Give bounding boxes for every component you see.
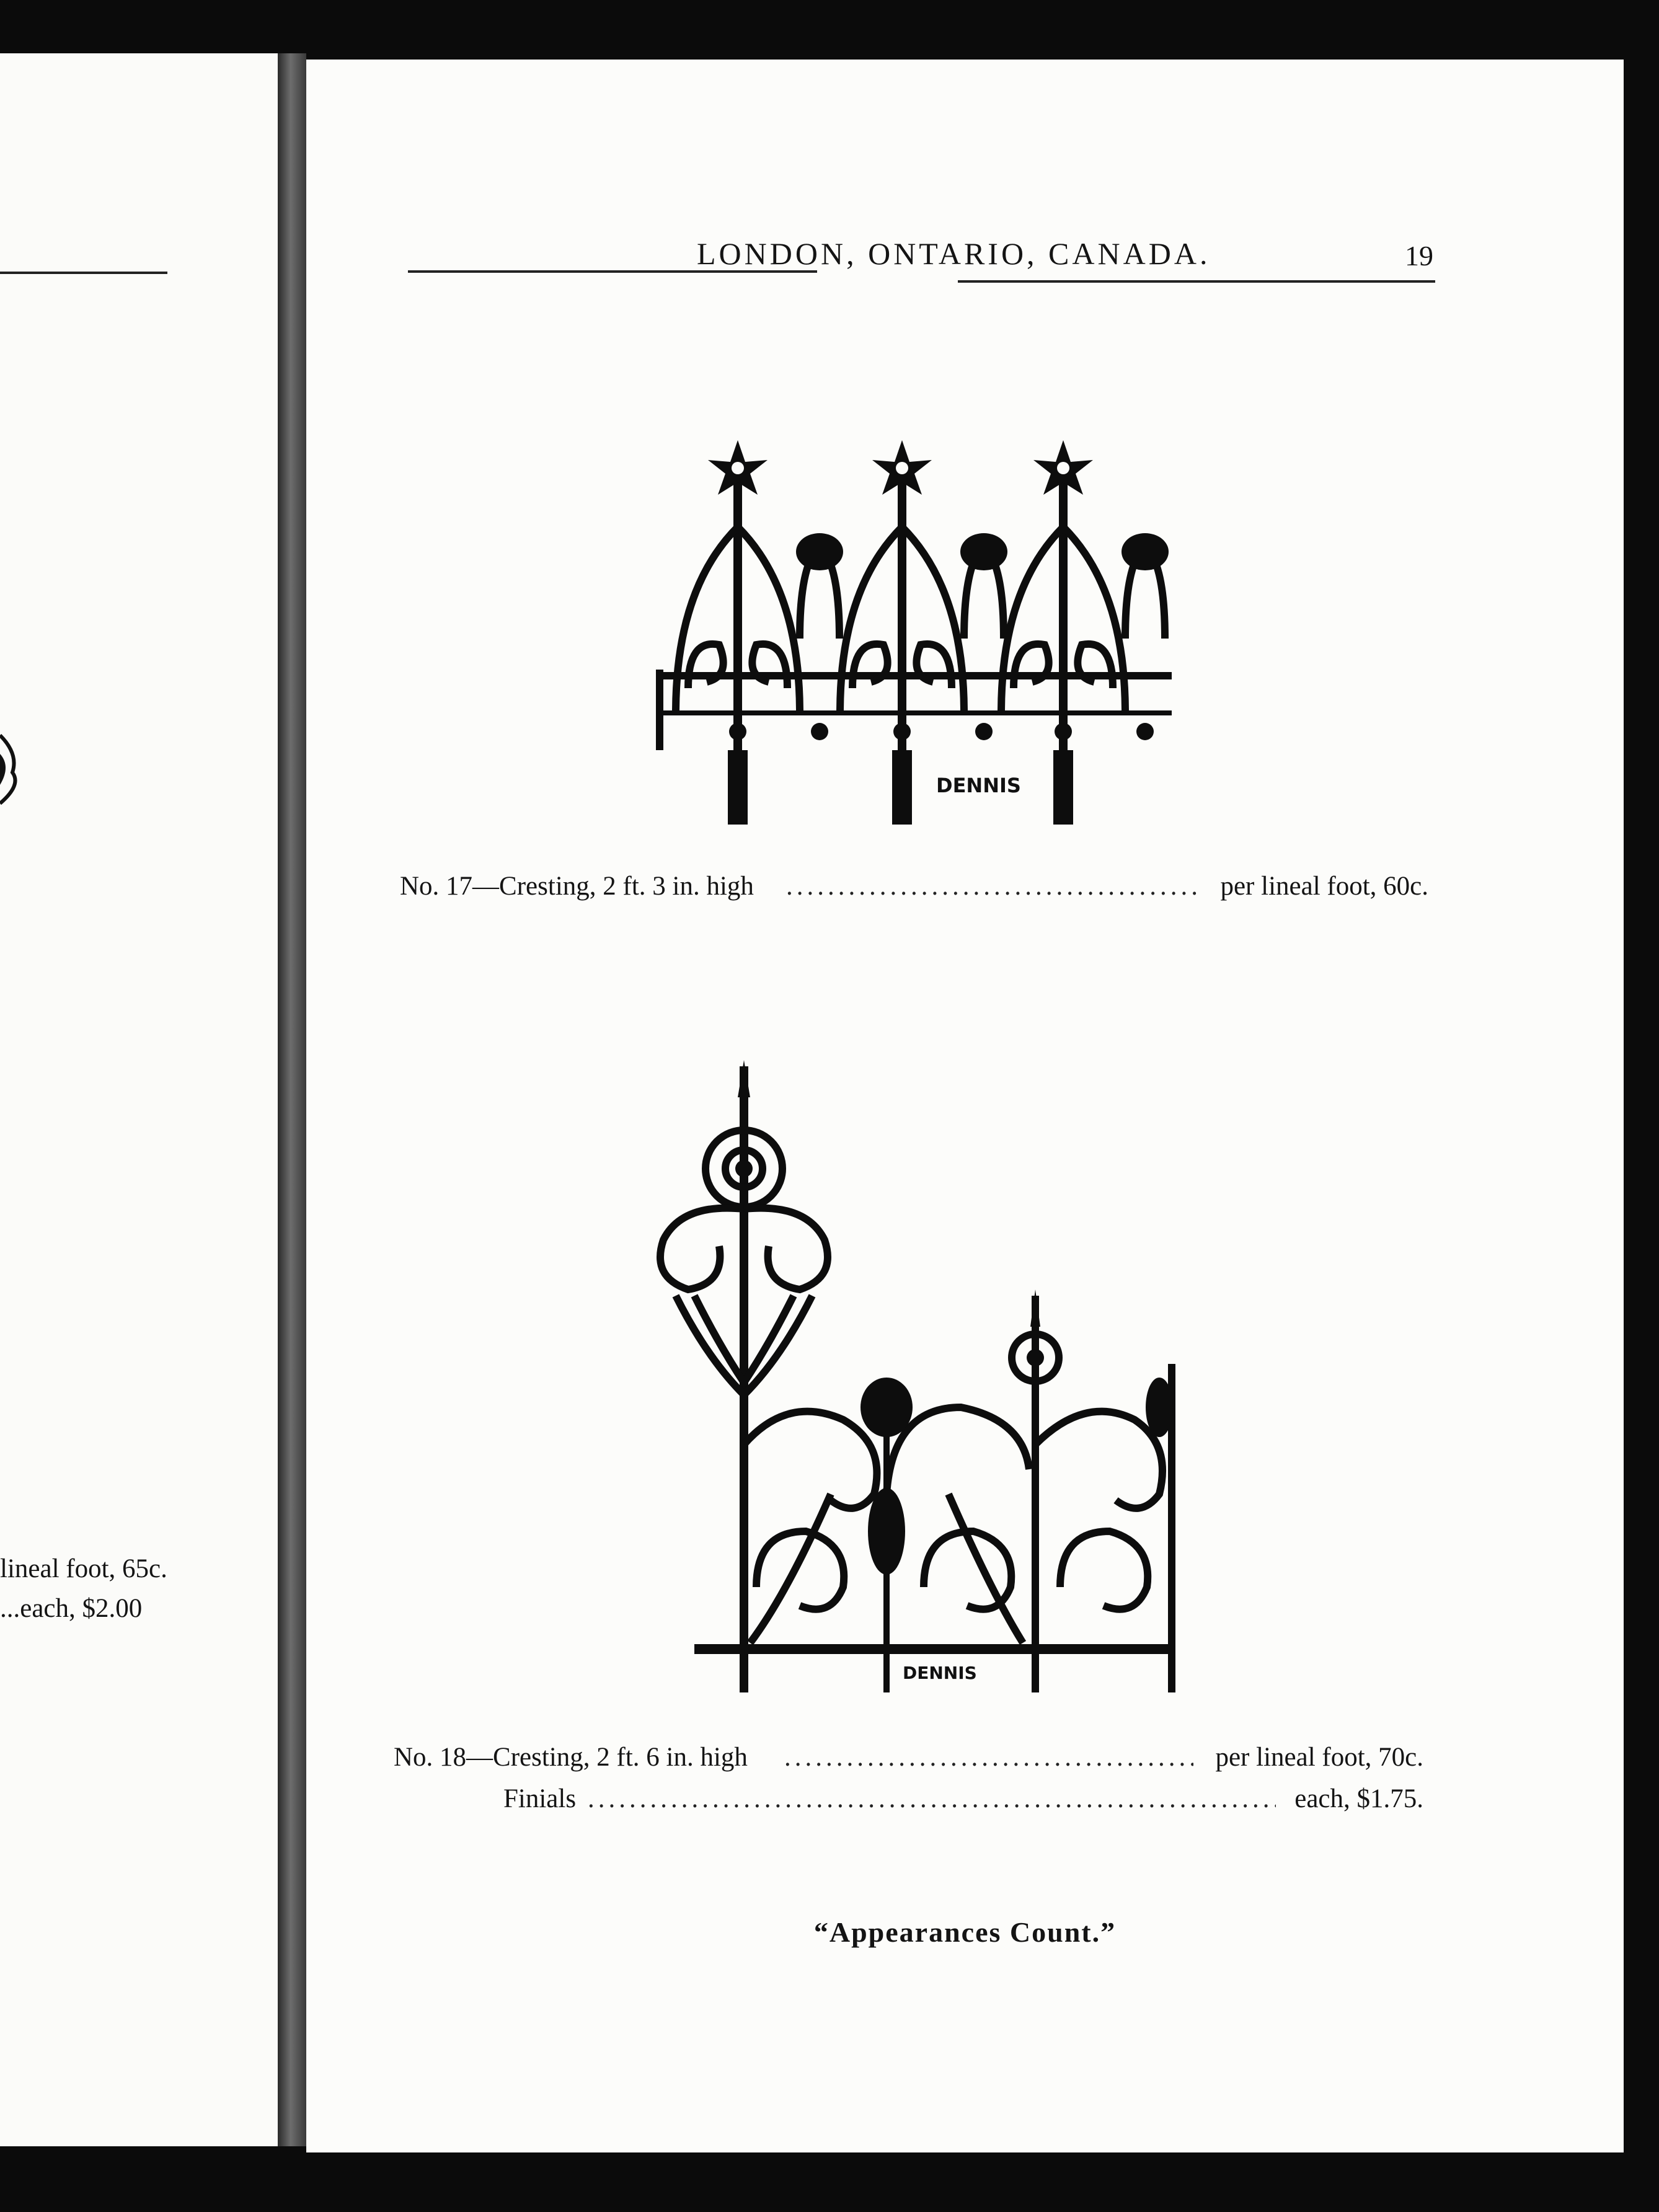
motto-text: “Appearances Count.” — [813, 1916, 1117, 1948]
cresting-17-label: No. 17—Cresting, 2 ft. 3 in. high — [400, 872, 754, 901]
left-page-line-1: lineal foot, 65c. — [0, 1554, 167, 1583]
cresting-17-illustration — [651, 428, 1209, 837]
page-header-title: LONDON, ONTARIO, CANADA. — [697, 236, 1211, 271]
left-header-rule — [0, 272, 167, 274]
cresting-18-illustration — [626, 1060, 1197, 1705]
left-ornament-fragment — [0, 679, 25, 841]
cresting-17-leader-dots — [786, 871, 1201, 901]
finials-label: Finials — [503, 1784, 577, 1813]
cresting-17-maker-mark: DENNIS — [936, 774, 1021, 797]
left-page — [0, 53, 278, 2146]
header-rule-right — [958, 280, 1435, 283]
book-gutter — [278, 53, 306, 2146]
finials-leader-dots — [588, 1784, 1276, 1814]
page-number: 19 — [1405, 240, 1433, 272]
motto — [306, 1916, 1624, 1949]
finials-price: each, $1.75. — [1294, 1784, 1423, 1813]
cresting-18-leader-dots — [784, 1742, 1193, 1772]
cresting-18-price: per lineal foot, 70c. — [1215, 1743, 1423, 1772]
cresting-17-price: per lineal foot, 60c. — [1220, 872, 1428, 901]
left-page-line-2: ...each, $2.00 — [0, 1594, 143, 1623]
cresting-18-label: No. 18—Cresting, 2 ft. 6 in. high — [394, 1743, 748, 1772]
cresting-18-maker-mark: DENNIS — [903, 1663, 977, 1683]
